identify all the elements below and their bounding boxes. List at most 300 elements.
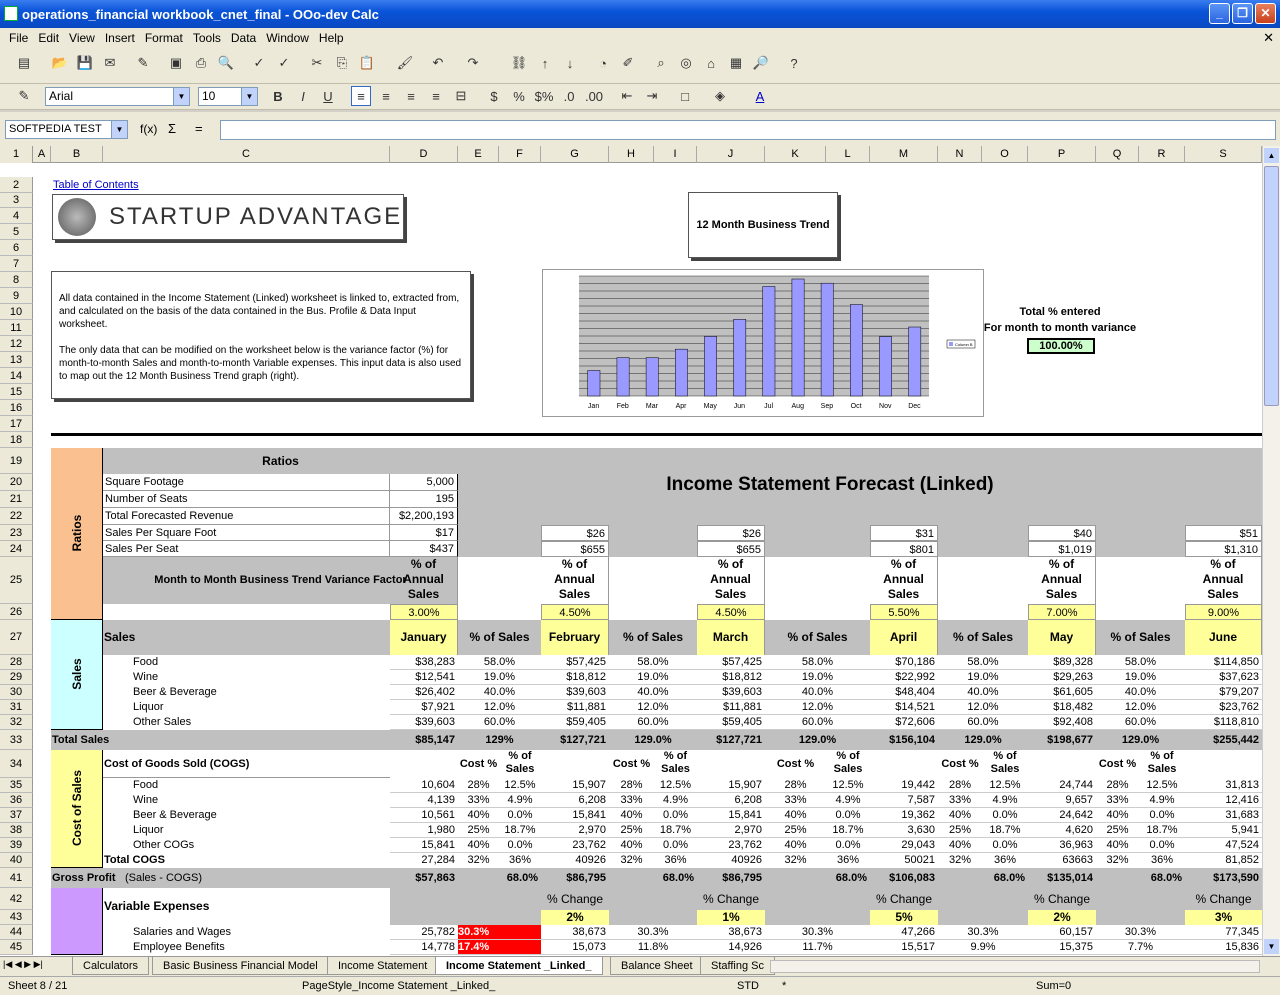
cogs-value[interactable]: 10,604 (390, 778, 458, 793)
column-header[interactable]: A (33, 146, 51, 163)
sales-value[interactable]: 12.0% (765, 700, 870, 715)
menu-view[interactable]: View (69, 31, 95, 45)
cogs-value[interactable]: 40% (1096, 838, 1139, 853)
currency-icon[interactable]: $ (490, 88, 498, 104)
cogs-value[interactable]: 25% (1096, 823, 1139, 838)
total-sales-value[interactable]: 129% (485, 734, 514, 746)
cogs-item-label[interactable]: Food (133, 779, 159, 791)
column-header[interactable]: E (458, 146, 499, 163)
column-header[interactable]: H (609, 146, 654, 163)
format-paintbrush-icon[interactable]: 🖌 (396, 55, 414, 70)
gross-profit-value[interactable]: $86,795 (566, 872, 606, 884)
cogs-value[interactable]: 0.0% (1139, 838, 1185, 853)
expense-value[interactable]: 38,673 (541, 925, 609, 940)
sales-value[interactable]: $118,810 (1185, 715, 1262, 730)
cogs-value[interactable]: 25% (765, 823, 826, 838)
row-header[interactable]: 37 (0, 808, 33, 823)
sales-value[interactable]: $14,521 (870, 700, 938, 715)
total-cogs-value[interactable]: 81,852 (1225, 854, 1259, 866)
expense-value[interactable]: 15,517 (870, 940, 938, 955)
tab-income-statement-linked[interactable]: Income Statement _Linked_ (435, 957, 603, 975)
cogs-value[interactable]: 25% (609, 823, 654, 838)
sales-value[interactable]: $39,603 (697, 685, 765, 700)
cost-pct-header[interactable]: Cost % (612, 758, 651, 770)
menu-help[interactable]: Help (318, 31, 344, 45)
expense-value[interactable]: 60,157 (1028, 925, 1096, 940)
sales-value[interactable]: $38,283 (390, 655, 458, 670)
cogs-value[interactable]: 4.9% (654, 793, 697, 808)
sales-item-label[interactable]: Beer & Beverage (133, 686, 217, 698)
menu-file[interactable]: File (9, 31, 29, 45)
month-header[interactable]: January (390, 620, 458, 655)
gross-profit-value[interactable]: 68.0% (1150, 872, 1182, 884)
cogs-value[interactable]: 1,980 (390, 823, 458, 838)
sales-value[interactable]: $7,921 (390, 700, 458, 715)
sales-per-sqft[interactable]: $26 (541, 525, 609, 541)
open-icon[interactable]: 📂 (51, 55, 69, 70)
minimize-button[interactable]: _ (1209, 3, 1230, 24)
cogs-value[interactable]: 29,043 (870, 838, 938, 853)
expense-value[interactable]: 14,778 (390, 940, 458, 955)
expense-label[interactable]: Salaries and Wages (133, 926, 232, 938)
row-header[interactable]: 25 (0, 557, 33, 604)
font-size-select[interactable]: 10 ▼ (198, 87, 258, 106)
pct-annual-header[interactable]: % of Annual Sales (541, 557, 609, 604)
horizontal-scrollbar[interactable] (770, 960, 1260, 973)
expense-value[interactable]: 38,673 (697, 925, 765, 940)
total-cogs-label[interactable]: Total COGS (104, 854, 165, 866)
cogs-value[interactable]: 40% (938, 808, 982, 823)
menu-tools[interactable]: Tools (192, 31, 221, 45)
ratio-label[interactable]: Total Forecasted Revenue (103, 508, 390, 525)
expense-label[interactable]: Employee Benefits (133, 941, 225, 953)
column-header[interactable]: N (938, 146, 982, 163)
total-sales-value[interactable]: 129.0% (634, 734, 672, 746)
cogs-value[interactable]: 15,907 (697, 778, 765, 793)
spreadsheet-grid[interactable] (0, 146, 1262, 956)
cogs-value[interactable]: 4.9% (826, 793, 870, 808)
find-icon[interactable]: ⌕ (657, 55, 665, 70)
expense-value[interactable]: 30.3% (458, 925, 541, 940)
total-sales-value[interactable]: $255,442 (1213, 734, 1259, 746)
print-icon[interactable]: ⎙ (195, 55, 207, 70)
sales-value[interactable]: 40.0% (1096, 685, 1185, 700)
row-header[interactable]: 34 (0, 750, 33, 778)
gallery-icon[interactable]: ⌂ (707, 55, 715, 71)
row-header[interactable]: 43 (0, 910, 33, 925)
table-of-contents-link[interactable]: Table of Contents (53, 179, 139, 191)
ratio-label[interactable]: Sales Per Seat (103, 541, 390, 557)
sales-value[interactable]: 40.0% (609, 685, 697, 700)
cogs-value[interactable]: 40% (458, 808, 499, 823)
gross-profit-sub[interactable]: (Sales - COGS) (125, 872, 203, 884)
sales-value[interactable]: 58.0% (609, 655, 697, 670)
decrease-indent-icon[interactable]: ⇤ (621, 88, 633, 103)
column-header[interactable]: O (982, 146, 1028, 163)
cogs-value[interactable]: 40% (609, 808, 654, 823)
cogs-value[interactable]: 25% (938, 823, 982, 838)
pct-sales-header[interactable]: % of Sales (458, 620, 541, 655)
cogs-value[interactable]: 9,657 (1028, 793, 1096, 808)
sales-per-seat[interactable]: $801 (870, 541, 938, 557)
cogs-item-label[interactable]: Wine (133, 794, 159, 806)
row-header[interactable]: 24 (0, 541, 33, 557)
help-icon[interactable]: ? (790, 55, 798, 71)
cogs-value[interactable]: 28% (458, 778, 499, 793)
sales-per-sqft[interactable]: $51 (1185, 525, 1262, 541)
column-header[interactable]: K (765, 146, 826, 163)
add-decimal-icon[interactable]: .0 (563, 88, 575, 104)
pct-change-header[interactable]: % Change (702, 892, 760, 906)
sales-value[interactable]: $72,606 (870, 715, 938, 730)
variable-expenses-label[interactable]: Variable Expenses (104, 899, 210, 913)
edit-file-icon[interactable]: ✎ (137, 55, 149, 70)
cogs-value[interactable]: 12.5% (654, 778, 697, 793)
total-sales-value[interactable]: $127,721 (716, 734, 762, 746)
sales-item-label[interactable]: Other Sales (133, 716, 192, 728)
total-sales-value[interactable]: $85,147 (415, 734, 455, 746)
sales-value[interactable]: 12.0% (1096, 700, 1185, 715)
scroll-up-icon[interactable]: ▲ (1264, 148, 1279, 163)
cost-pct-header[interactable]: Cost % (1098, 758, 1137, 770)
cogs-value[interactable]: 18.7% (982, 823, 1028, 838)
cogs-value[interactable]: 4,139 (390, 793, 458, 808)
cogs-value[interactable]: 24,744 (1028, 778, 1096, 793)
row-header[interactable]: 2 (0, 177, 33, 193)
bold-icon[interactable]: B (273, 88, 283, 104)
pct-change-value[interactable]: 5% (870, 910, 938, 925)
total-cogs-value[interactable]: 40926 (575, 854, 606, 866)
row-header[interactable]: 18 (0, 432, 33, 448)
row-header[interactable]: 3 (0, 193, 33, 208)
menu-edit[interactable]: Edit (38, 31, 60, 45)
cogs-value[interactable]: 28% (1096, 778, 1139, 793)
pct-annual-header[interactable]: % of Annual Sales (1028, 557, 1096, 604)
cogs-value[interactable]: 28% (765, 778, 826, 793)
menu-data[interactable]: Data (230, 31, 257, 45)
pct-of-sales-header[interactable]: % of Sales (661, 750, 690, 775)
cogs-value[interactable]: 0.0% (826, 838, 870, 853)
total-sales-value[interactable]: $127,721 (560, 734, 606, 746)
cogs-value[interactable]: 0.0% (499, 838, 541, 853)
ratio-value[interactable]: $2,200,193 (390, 508, 458, 525)
pct-sales-header[interactable]: % of Sales (765, 620, 870, 655)
tab-basic-business-financial-model[interactable]: Basic Business Financial Model (152, 957, 329, 975)
cogs-value[interactable]: 19,362 (870, 808, 938, 823)
delete-decimal-icon[interactable]: .00 (584, 88, 604, 104)
total-cogs-value[interactable]: 32% (620, 854, 643, 866)
column-header[interactable]: P (1028, 146, 1096, 163)
total-sales-value[interactable]: $198,677 (1047, 734, 1093, 746)
month-header[interactable]: February (541, 620, 609, 655)
total-cogs-value[interactable]: 27,284 (421, 854, 455, 866)
sales-value[interactable]: 40.0% (765, 685, 870, 700)
total-cogs-value[interactable]: 40926 (731, 854, 762, 866)
expense-value[interactable]: 14,926 (697, 940, 765, 955)
column-header[interactable]: R (1139, 146, 1185, 163)
cogs-value[interactable]: 6,208 (541, 793, 609, 808)
menu-insert[interactable]: Insert (104, 31, 135, 45)
justify-icon[interactable]: ≡ (432, 88, 440, 104)
expense-value[interactable]: 30.3% (765, 925, 870, 940)
zoom-icon[interactable]: 🔎 (752, 55, 770, 70)
variance-input[interactable]: 5.50% (870, 604, 938, 620)
font-color-icon[interactable]: A (755, 88, 765, 104)
sales-value[interactable]: $39,603 (541, 685, 609, 700)
column-header[interactable]: B (51, 146, 103, 163)
cogs-value[interactable]: 18.7% (654, 823, 697, 838)
pct-annual-header[interactable]: % of Annual Sales (1185, 557, 1262, 604)
ratio-value[interactable]: 5,000 (390, 474, 458, 491)
cogs-value[interactable]: 15,841 (697, 808, 765, 823)
pdf-icon[interactable]: ▣ (169, 55, 183, 70)
pct-change-header[interactable]: % Change (1195, 892, 1252, 906)
maximize-button[interactable]: ❐ (1232, 3, 1253, 24)
standard-format-icon[interactable]: $% (534, 88, 554, 104)
ratios-title[interactable]: Ratios (103, 448, 458, 474)
row-header[interactable]: 6 (0, 240, 33, 256)
column-header[interactable]: C (103, 146, 390, 163)
column-header[interactable]: J (697, 146, 765, 163)
row-header[interactable]: 28 (0, 655, 33, 670)
sales-value[interactable]: $48,404 (870, 685, 938, 700)
expense-value[interactable]: 30.3% (1096, 925, 1185, 940)
total-cogs-value[interactable]: 32% (948, 854, 972, 866)
gross-profit-value[interactable]: 68.0% (835, 872, 867, 884)
ratio-label[interactable]: Number of Seats (103, 491, 390, 508)
ratio-label[interactable]: Square Footage (103, 474, 390, 491)
cogs-value[interactable]: 36,963 (1028, 838, 1096, 853)
tab-navigation-icon[interactable]: |◀ ◀ ▶ ▶| (3, 959, 43, 969)
month-header[interactable]: April (870, 620, 938, 655)
pct-change-value[interactable]: 1% (697, 910, 765, 925)
sales-value[interactable]: 58.0% (938, 655, 1028, 670)
borders-icon[interactable]: □ (681, 88, 689, 104)
sales-per-sqft[interactable]: $26 (697, 525, 765, 541)
sales-value[interactable]: $89,328 (1028, 655, 1096, 670)
sort-descending-icon[interactable]: ↓ (566, 55, 574, 71)
menu-window[interactable]: Window (266, 31, 309, 45)
pct-annual-header[interactable]: % of Annual Sales (697, 557, 765, 604)
paste-icon[interactable]: 📋 (358, 55, 376, 70)
row-header[interactable]: 27 (0, 620, 33, 655)
italic-icon[interactable]: I (301, 88, 305, 104)
row-header[interactable]: 21 (0, 491, 33, 508)
cogs-value[interactable]: 40% (458, 838, 499, 853)
cut-icon[interactable]: ✂ (311, 55, 323, 70)
row-header[interactable]: 45 (0, 940, 33, 955)
cogs-value[interactable]: 33% (458, 793, 499, 808)
pct-annual-header[interactable]: % of Annual Sales (390, 557, 458, 604)
gross-profit-value[interactable]: 68.0% (506, 872, 538, 884)
row-header[interactable]: 9 (0, 288, 33, 304)
expense-value[interactable]: 30.3% (938, 925, 1028, 940)
gross-profit-label[interactable]: Gross Profit (52, 872, 116, 884)
tab-staffing[interactable]: Staffing Sc (700, 957, 775, 975)
gross-profit-value[interactable]: $86,795 (722, 872, 762, 884)
variance-input[interactable]: 9.00% (1185, 604, 1262, 620)
expense-value[interactable]: 7.7% (1096, 940, 1185, 955)
sales-value[interactable]: 19.0% (765, 670, 870, 685)
cogs-item-label[interactable]: Liquor (133, 824, 164, 836)
cost-pct-header[interactable]: Cost % (459, 758, 498, 770)
row-header[interactable]: 1 (0, 146, 33, 163)
cogs-value[interactable]: 0.0% (826, 808, 870, 823)
autospellcheck-icon[interactable]: ✓ (278, 55, 290, 70)
pct-of-sales-header[interactable]: % of Sales (1147, 750, 1177, 775)
sales-value[interactable]: 12.0% (609, 700, 697, 715)
datasources-icon[interactable]: ▦ (729, 55, 743, 70)
cogs-value[interactable]: 33% (1096, 793, 1139, 808)
cogs-value[interactable]: 15,841 (390, 838, 458, 853)
cogs-value[interactable]: 40% (938, 838, 982, 853)
sales-value[interactable]: $57,425 (541, 655, 609, 670)
business-trend-chart[interactable] (542, 269, 984, 417)
cogs-value[interactable]: 23,762 (697, 838, 765, 853)
pct-of-sales-header[interactable]: % of Sales (505, 750, 535, 775)
total-cogs-value[interactable]: 32% (467, 854, 490, 866)
row-header[interactable]: 20 (0, 474, 33, 491)
sales-value[interactable]: 60.0% (765, 715, 870, 730)
cogs-value[interactable]: 40% (609, 838, 654, 853)
row-header[interactable]: 14 (0, 368, 33, 384)
cogs-value[interactable]: 18.7% (499, 823, 541, 838)
row-header[interactable]: 16 (0, 400, 33, 416)
cogs-value[interactable]: 0.0% (654, 808, 697, 823)
sales-value[interactable]: $59,405 (697, 715, 765, 730)
sales-per-seat[interactable]: $655 (541, 541, 609, 557)
cogs-value[interactable]: 19,442 (870, 778, 938, 793)
pct-sales-header[interactable]: % of Sales (938, 620, 1028, 655)
cogs-value[interactable]: 6,208 (697, 793, 765, 808)
cogs-value[interactable]: 0.0% (1139, 808, 1185, 823)
column-header[interactable]: S (1185, 146, 1262, 163)
row-header[interactable]: 8 (0, 272, 33, 288)
sales-value[interactable]: $39,603 (390, 715, 458, 730)
total-cogs-value[interactable]: 32% (1106, 854, 1129, 866)
cogs-value[interactable]: 3,630 (870, 823, 938, 838)
sales-label[interactable]: Sales (103, 620, 390, 655)
pct-sales-header[interactable]: % of Sales (609, 620, 697, 655)
align-right-icon[interactable]: ≡ (407, 88, 415, 104)
cogs-value[interactable]: 15,907 (541, 778, 609, 793)
ratio-value[interactable]: $17 (390, 525, 458, 541)
row-header[interactable]: 41 (0, 868, 33, 888)
sales-value[interactable]: $70,186 (870, 655, 938, 670)
total-cogs-value[interactable]: 36% (508, 854, 532, 866)
ratio-value[interactable]: $437 (390, 541, 458, 557)
cogs-value[interactable]: 4.9% (499, 793, 541, 808)
cogs-value[interactable]: 40% (765, 838, 826, 853)
expense-value[interactable]: 11.7% (765, 940, 870, 955)
cogs-value[interactable]: 12.5% (1139, 778, 1185, 793)
expense-value[interactable]: 77,345 (1185, 925, 1262, 940)
cogs-value[interactable]: 31,683 (1185, 808, 1262, 823)
percent-icon[interactable]: % (513, 88, 525, 104)
hyperlink-icon[interactable]: ⛓ (510, 55, 528, 70)
cogs-value[interactable]: 28% (609, 778, 654, 793)
scroll-down-icon[interactable]: ▼ (1264, 939, 1279, 954)
tab-income-statement[interactable]: Income Statement (327, 957, 438, 975)
expense-value[interactable]: 9.9% (938, 940, 1028, 955)
tab-calculators[interactable]: Calculators (72, 957, 149, 975)
pct-sales-header[interactable]: % of Sales (1096, 620, 1185, 655)
chart-icon[interactable]: ◔ (599, 55, 607, 71)
close-document-icon[interactable]: ✕ (1263, 30, 1274, 45)
align-left-icon[interactable]: ≡ (351, 86, 371, 106)
pct-change-header[interactable]: % Change (546, 892, 604, 906)
cogs-label[interactable]: Cost of Goods Sold (COGS) (103, 750, 390, 778)
cogs-value[interactable]: 2,970 (541, 823, 609, 838)
row-header[interactable]: 17 (0, 416, 33, 432)
sum-icon[interactable]: Σ (168, 121, 177, 136)
font-name-select[interactable]: Arial ▼ (45, 87, 190, 106)
row-header[interactable]: 31 (0, 700, 33, 715)
ratio-label[interactable]: Sales Per Square Foot (103, 525, 390, 541)
background-color-icon[interactable]: ◈ (715, 88, 725, 103)
undo-icon[interactable]: ↶ (432, 55, 444, 70)
total-cogs-value[interactable]: 63663 (1062, 854, 1093, 866)
cost-pct-header[interactable]: Cost % (776, 758, 815, 770)
sales-value[interactable]: $22,992 (870, 670, 938, 685)
cogs-value[interactable]: 12.5% (982, 778, 1028, 793)
sales-per-seat[interactable]: $1,310 (1185, 541, 1262, 557)
sales-value[interactable]: $18,812 (541, 670, 609, 685)
total-cogs-value[interactable]: 32% (784, 854, 807, 866)
row-header[interactable]: 7 (0, 256, 33, 272)
sales-value[interactable]: $37,623 (1185, 670, 1262, 685)
cogs-value[interactable]: 40% (765, 808, 826, 823)
row-header[interactable]: 23 (0, 525, 33, 541)
sales-value[interactable]: 58.0% (458, 655, 541, 670)
gross-profit-value[interactable]: $57,863 (415, 872, 455, 884)
row-header[interactable]: 35 (0, 778, 33, 793)
sales-value[interactable]: $18,812 (697, 670, 765, 685)
variance-input[interactable]: 4.50% (697, 604, 765, 620)
sales-value[interactable]: $57,425 (697, 655, 765, 670)
new-icon[interactable]: ▤ (17, 55, 31, 70)
expense-value[interactable]: 17.4% (458, 940, 541, 955)
pct-change-header[interactable]: % Change (875, 892, 933, 906)
sales-value[interactable]: $92,408 (1028, 715, 1096, 730)
navigator-icon[interactable]: ◎ (680, 55, 692, 70)
gross-profit-value[interactable]: 68.0% (662, 872, 694, 884)
sales-per-seat[interactable]: $1,019 (1028, 541, 1096, 557)
sales-value[interactable]: $11,881 (541, 700, 609, 715)
cogs-value[interactable]: 0.0% (654, 838, 697, 853)
row-header[interactable]: 11 (0, 320, 33, 336)
row-header[interactable]: 13 (0, 352, 33, 368)
cogs-value[interactable]: 10,561 (390, 808, 458, 823)
row-header[interactable]: 40 (0, 853, 33, 868)
row-header[interactable]: 30 (0, 685, 33, 700)
copy-icon[interactable]: ⎘ (336, 55, 348, 70)
row-header[interactable]: 32 (0, 715, 33, 730)
pct-annual-header[interactable]: % of Annual Sales (870, 557, 938, 604)
sales-value[interactable]: 58.0% (1096, 655, 1185, 670)
column-header[interactable]: I (654, 146, 697, 163)
row-header[interactable]: 19 (0, 448, 33, 474)
cogs-value[interactable]: 15,841 (541, 808, 609, 823)
total-cogs-value[interactable]: 36% (664, 854, 687, 866)
scroll-thumb[interactable] (1264, 166, 1279, 406)
variance-input[interactable]: 3.00% (390, 604, 458, 620)
sales-value[interactable]: $29,263 (1028, 670, 1096, 685)
sales-value[interactable]: $23,762 (1185, 700, 1262, 715)
merge-cells-icon[interactable]: ⊟ (455, 88, 467, 103)
cogs-value[interactable]: 12,416 (1185, 793, 1262, 808)
row-header[interactable]: 4 (0, 208, 33, 224)
